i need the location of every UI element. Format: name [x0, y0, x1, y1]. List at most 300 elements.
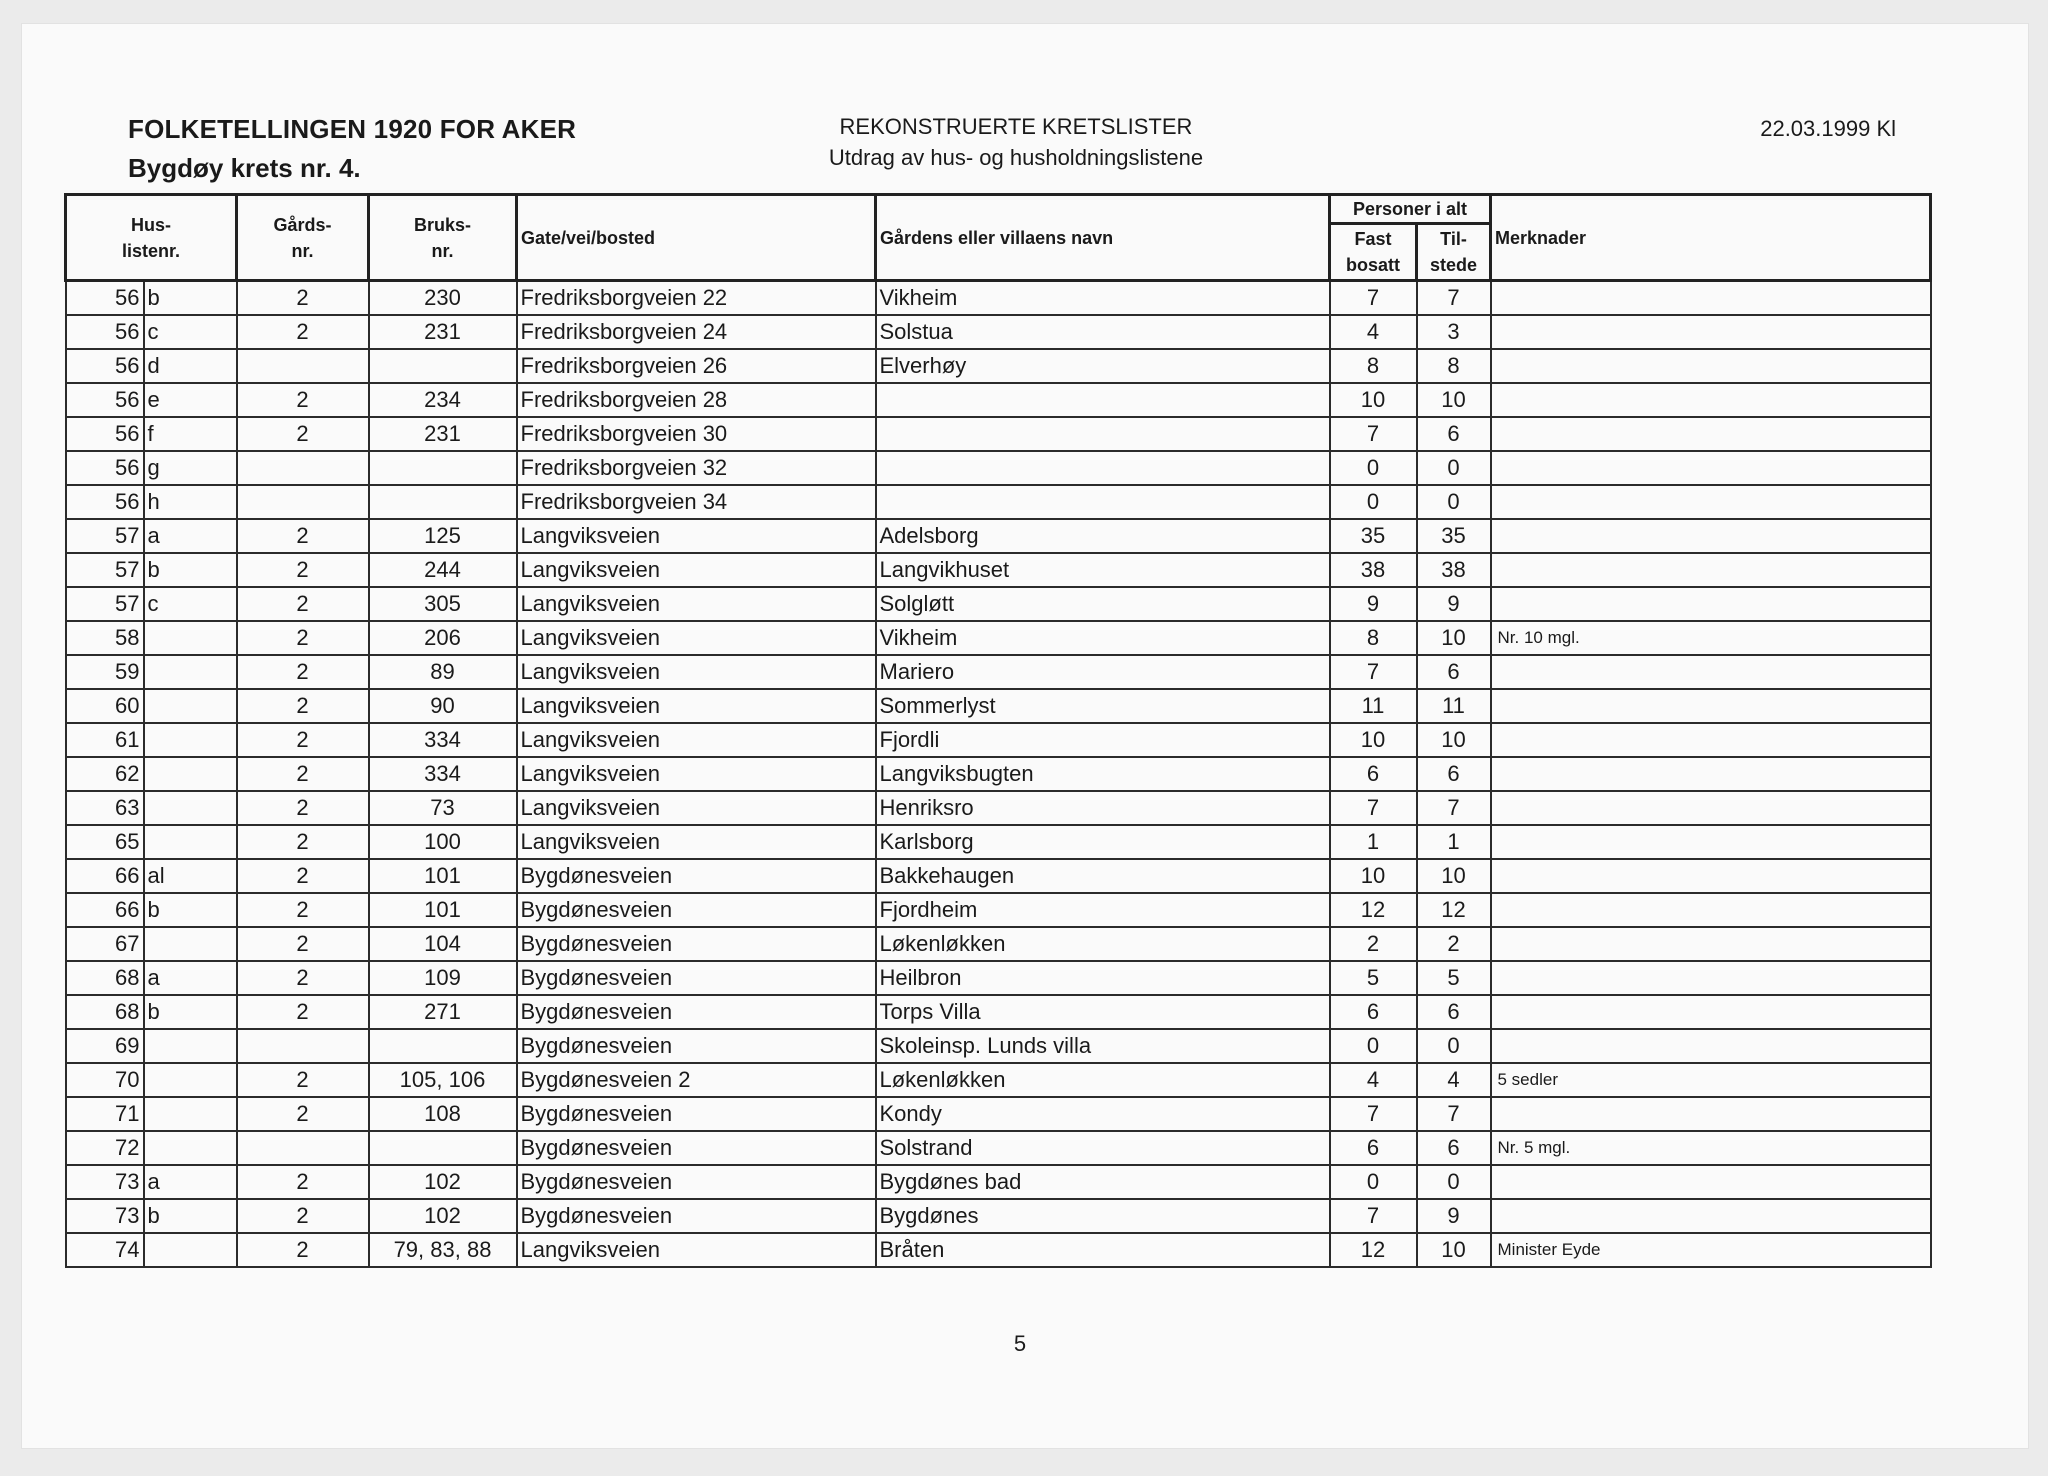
- cell-gards-nr: 2: [237, 1199, 369, 1233]
- cell-til-stede: 9: [1417, 1199, 1491, 1233]
- cell-hus-nr: 60: [66, 689, 144, 723]
- cell-hus-sub: a: [144, 519, 237, 553]
- cell-gards-nr: 2: [237, 689, 369, 723]
- cell-fast-bosatt: 35: [1330, 519, 1417, 553]
- cell-gate: Bygdønesveien: [517, 1097, 876, 1131]
- cell-hus-nr: 73: [66, 1165, 144, 1199]
- cell-hus-nr: 73: [66, 1199, 144, 1233]
- cell-hus-nr: 69: [66, 1029, 144, 1063]
- cell-navn: Fjordheim: [876, 893, 1330, 927]
- cell-gards-nr: 2: [237, 1165, 369, 1199]
- cell-hus-nr: 56: [66, 417, 144, 451]
- cell-fast-bosatt: 11: [1330, 689, 1417, 723]
- cell-navn: [876, 417, 1330, 451]
- cell-navn: Skoleinsp. Lunds villa: [876, 1029, 1330, 1063]
- table-row: [66, 281, 1931, 316]
- header-bruks-line1: Bruks-: [413, 214, 471, 235]
- cell-til-stede: 10: [1417, 383, 1491, 417]
- cell-merknader: [1491, 655, 1931, 689]
- cell-bruks-nr: 244: [369, 553, 517, 587]
- cell-til-stede: 38: [1417, 553, 1491, 587]
- cell-hus-sub: c: [144, 315, 237, 349]
- cell-navn: Langviksbugten: [876, 757, 1330, 791]
- cell-bruks-nr: 231: [369, 417, 517, 451]
- cell-merknader: [1491, 961, 1931, 995]
- cell-til-stede: 10: [1417, 859, 1491, 893]
- cell-gards-nr: 2: [237, 587, 369, 621]
- cell-hus-sub: [144, 1233, 237, 1267]
- cell-navn: Bakkehaugen: [876, 859, 1330, 893]
- cell-navn: Fjordli: [876, 723, 1330, 757]
- cell-gards-nr: 2: [237, 315, 369, 349]
- table-row: [66, 1233, 1931, 1267]
- cell-hus-sub: [144, 825, 237, 859]
- census-table: [64, 193, 1932, 1268]
- cell-til-stede: 7: [1417, 791, 1491, 825]
- cell-hus-nr: 56: [66, 281, 144, 316]
- cell-gards-nr: [237, 485, 369, 519]
- cell-gate: Bygdønesveien: [517, 1029, 876, 1063]
- subtitle-line-1: REKONSTRUERTE KRETSLISTER: [839, 114, 1193, 139]
- cell-hus-sub: b: [144, 553, 237, 587]
- cell-til-stede: 6: [1417, 995, 1491, 1029]
- cell-bruks-nr: 102: [369, 1165, 517, 1199]
- cell-merknader: [1491, 1165, 1931, 1199]
- cell-bruks-nr: 102: [369, 1199, 517, 1233]
- cell-til-stede: 6: [1417, 757, 1491, 791]
- cell-til-stede: 6: [1417, 1131, 1491, 1165]
- cell-gate: Fredriksborgveien 22: [517, 281, 876, 316]
- cell-til-stede: 9: [1417, 587, 1491, 621]
- cell-hus-nr: 56: [66, 349, 144, 383]
- cell-hus-sub: [144, 655, 237, 689]
- cell-hus-sub: al: [144, 859, 237, 893]
- table-row: [66, 1063, 1931, 1097]
- cell-merknader: [1491, 757, 1931, 791]
- cell-gards-nr: 2: [237, 723, 369, 757]
- cell-hus-nr: 57: [66, 519, 144, 553]
- cell-merknader: [1491, 995, 1931, 1029]
- cell-fast-bosatt: 0: [1330, 451, 1417, 485]
- cell-hus-nr: 56: [66, 315, 144, 349]
- cell-gate: Langviksveien: [517, 587, 876, 621]
- cell-navn: Solstua: [876, 315, 1330, 349]
- cell-hus-nr: 56: [66, 451, 144, 485]
- cell-gards-nr: [237, 349, 369, 383]
- cell-gards-nr: 2: [237, 791, 369, 825]
- cell-navn: Henriksro: [876, 791, 1330, 825]
- table-row: [66, 383, 1931, 417]
- table-row: [66, 825, 1931, 859]
- table-row: [66, 757, 1931, 791]
- cell-navn: Solstrand: [876, 1131, 1330, 1165]
- cell-fast-bosatt: 0: [1330, 485, 1417, 519]
- cell-gate: Fredriksborgveien 26: [517, 349, 876, 383]
- header-til-stede: [1417, 224, 1491, 281]
- cell-merknader: [1491, 383, 1931, 417]
- cell-til-stede: 7: [1417, 1097, 1491, 1131]
- cell-fast-bosatt: 8: [1330, 621, 1417, 655]
- cell-gate: Langviksveien: [517, 655, 876, 689]
- cell-gards-nr: 2: [237, 757, 369, 791]
- cell-fast-bosatt: 7: [1330, 417, 1417, 451]
- document-subtitle: [760, 114, 1272, 171]
- cell-hus-nr: 70: [66, 1063, 144, 1097]
- cell-hus-sub: b: [144, 1199, 237, 1233]
- cell-navn: Solgløtt: [876, 587, 1330, 621]
- cell-bruks-nr: 230: [369, 281, 517, 316]
- cell-gards-nr: 2: [237, 417, 369, 451]
- table-row: [66, 417, 1931, 451]
- cell-hus-nr: 56: [66, 383, 144, 417]
- table-row: [66, 621, 1931, 655]
- cell-gate: Langviksveien: [517, 1233, 876, 1267]
- cell-gate: Bygdønesveien: [517, 1165, 876, 1199]
- cell-merknader: Minister Eyde: [1491, 1233, 1931, 1267]
- cell-hus-nr: 74: [66, 1233, 144, 1267]
- table-row: [66, 723, 1931, 757]
- cell-gate: Fredriksborgveien 30: [517, 417, 876, 451]
- cell-til-stede: 0: [1417, 485, 1491, 519]
- cell-navn: Løkenløkken: [876, 927, 1330, 961]
- cell-gards-nr: 2: [237, 553, 369, 587]
- title-line-2: Bygdøy krets nr. 4.: [128, 153, 361, 183]
- table-row: [66, 1097, 1931, 1131]
- header-bruks-line2: nr.: [431, 240, 454, 261]
- cell-bruks-nr: 79, 83, 88: [369, 1233, 517, 1267]
- header-navn: Gårdens eller villaens navn: [876, 195, 1330, 281]
- cell-fast-bosatt: 4: [1330, 315, 1417, 349]
- cell-gate: Bygdønesveien: [517, 1199, 876, 1233]
- cell-hus-nr: 65: [66, 825, 144, 859]
- cell-fast-bosatt: 5: [1330, 961, 1417, 995]
- cell-fast-bosatt: 6: [1330, 1131, 1417, 1165]
- cell-til-stede: 0: [1417, 1029, 1491, 1063]
- cell-navn: Vikheim: [876, 281, 1330, 316]
- title-line-1: FOLKETELLINGEN 1920 FOR AKER: [128, 114, 577, 144]
- cell-hus-sub: [144, 757, 237, 791]
- subtitle-line-2: Utdrag av hus- og husholdningslistene: [828, 145, 1204, 170]
- cell-fast-bosatt: 10: [1330, 383, 1417, 417]
- cell-merknader: [1491, 893, 1931, 927]
- cell-hus-nr: 62: [66, 757, 144, 791]
- cell-hus-sub: a: [144, 1165, 237, 1199]
- cell-bruks-nr: 206: [369, 621, 517, 655]
- cell-fast-bosatt: 12: [1330, 893, 1417, 927]
- cell-bruks-nr: [369, 485, 517, 519]
- cell-merknader: [1491, 1199, 1931, 1233]
- cell-bruks-nr: 125: [369, 519, 517, 553]
- cell-fast-bosatt: 7: [1330, 655, 1417, 689]
- header-personer: Personer i alt: [1330, 195, 1491, 224]
- cell-fast-bosatt: 9: [1330, 587, 1417, 621]
- cell-til-stede: 8: [1417, 349, 1491, 383]
- cell-hus-sub: [144, 689, 237, 723]
- cell-gards-nr: 2: [237, 893, 369, 927]
- cell-navn: Kondy: [876, 1097, 1330, 1131]
- cell-navn: Sommerlyst: [876, 689, 1330, 723]
- cell-hus-sub: g: [144, 451, 237, 485]
- cell-hus-sub: [144, 1063, 237, 1097]
- cell-fast-bosatt: 6: [1330, 757, 1417, 791]
- cell-bruks-nr: 108: [369, 1097, 517, 1131]
- cell-hus-sub: b: [144, 281, 237, 316]
- cell-navn: Torps Villa: [876, 995, 1330, 1029]
- cell-fast-bosatt: 2: [1330, 927, 1417, 961]
- cell-gate: Bygdønesveien 2: [517, 1063, 876, 1097]
- cell-bruks-nr: 305: [369, 587, 517, 621]
- cell-navn: [876, 383, 1330, 417]
- cell-gards-nr: 2: [237, 825, 369, 859]
- table-row: [66, 587, 1931, 621]
- cell-gate: Langviksveien: [517, 519, 876, 553]
- cell-gards-nr: 2: [237, 995, 369, 1029]
- cell-merknader: [1491, 281, 1931, 316]
- cell-gate: Bygdønesveien: [517, 927, 876, 961]
- header-fast-line2: bosatt: [1346, 255, 1400, 275]
- cell-hus-nr: 58: [66, 621, 144, 655]
- cell-hus-sub: [144, 927, 237, 961]
- table-body: [66, 281, 1931, 1268]
- table-row: [66, 1029, 1931, 1063]
- cell-gards-nr: 2: [237, 961, 369, 995]
- cell-navn: Løkenløkken: [876, 1063, 1330, 1097]
- cell-navn: [876, 451, 1330, 485]
- cell-bruks-nr: [369, 349, 517, 383]
- cell-til-stede: 7: [1417, 281, 1491, 316]
- cell-navn: Karlsborg: [876, 825, 1330, 859]
- table-row: [66, 519, 1931, 553]
- cell-gards-nr: [237, 451, 369, 485]
- cell-til-stede: 10: [1417, 1233, 1491, 1267]
- cell-fast-bosatt: 7: [1330, 1097, 1417, 1131]
- table-row: [66, 1131, 1931, 1165]
- date-initials: 22.03.1999 Kl: [1760, 116, 1896, 141]
- cell-til-stede: 5: [1417, 961, 1491, 995]
- cell-til-stede: 4: [1417, 1063, 1491, 1097]
- cell-til-stede: 12: [1417, 893, 1491, 927]
- table-row: [66, 485, 1931, 519]
- cell-til-stede: 11: [1417, 689, 1491, 723]
- cell-merknader: 5 sedler: [1491, 1063, 1931, 1097]
- cell-gate: Langviksveien: [517, 757, 876, 791]
- cell-navn: Adelsborg: [876, 519, 1330, 553]
- cell-fast-bosatt: 0: [1330, 1029, 1417, 1063]
- cell-hus-sub: f: [144, 417, 237, 451]
- cell-til-stede: 1: [1417, 825, 1491, 859]
- cell-bruks-nr: [369, 1029, 517, 1063]
- cell-til-stede: 6: [1417, 417, 1491, 451]
- cell-hus-nr: 72: [66, 1131, 144, 1165]
- cell-gate: Fredriksborgveien 32: [517, 451, 876, 485]
- cell-fast-bosatt: 38: [1330, 553, 1417, 587]
- cell-bruks-nr: 89: [369, 655, 517, 689]
- cell-bruks-nr: 109: [369, 961, 517, 995]
- table-row: [66, 315, 1931, 349]
- cell-gards-nr: 2: [237, 655, 369, 689]
- cell-hus-nr: 66: [66, 859, 144, 893]
- cell-bruks-nr: 90: [369, 689, 517, 723]
- cell-fast-bosatt: 7: [1330, 791, 1417, 825]
- cell-bruks-nr: [369, 1131, 517, 1165]
- cell-fast-bosatt: 1: [1330, 825, 1417, 859]
- cell-til-stede: 10: [1417, 723, 1491, 757]
- table-row: [66, 553, 1931, 587]
- table-row: [66, 1165, 1931, 1199]
- table-row: [66, 893, 1931, 927]
- header-hus-listenr: [66, 195, 237, 281]
- cell-gate: Bygdønesveien: [517, 1131, 876, 1165]
- cell-hus-nr: 68: [66, 995, 144, 1029]
- header-gate: Gate/vei/bosted: [517, 195, 876, 281]
- cell-hus-sub: [144, 1131, 237, 1165]
- cell-navn: Bygdønes: [876, 1199, 1330, 1233]
- cell-fast-bosatt: 12: [1330, 1233, 1417, 1267]
- cell-gate: Langviksveien: [517, 689, 876, 723]
- cell-gate: Fredriksborgveien 34: [517, 485, 876, 519]
- cell-gate: Bygdønesveien: [517, 893, 876, 927]
- cell-gate: Bygdønesveien: [517, 961, 876, 995]
- document-title: [128, 114, 576, 184]
- cell-hus-sub: d: [144, 349, 237, 383]
- cell-gate: Langviksveien: [517, 553, 876, 587]
- cell-hus-sub: [144, 1097, 237, 1131]
- header-hus-line2: listenr.: [121, 240, 181, 261]
- header-fast-bosatt: [1330, 224, 1417, 281]
- page-number: 5: [1013, 1331, 1027, 1356]
- cell-gards-nr: 2: [237, 927, 369, 961]
- cell-gards-nr: 2: [237, 621, 369, 655]
- header-til-line1: Til-: [1440, 229, 1467, 249]
- cell-bruks-nr: 231: [369, 315, 517, 349]
- cell-gards-nr: [237, 1029, 369, 1063]
- cell-bruks-nr: 271: [369, 995, 517, 1029]
- cell-bruks-nr: [369, 451, 517, 485]
- cell-merknader: [1491, 315, 1931, 349]
- cell-til-stede: 0: [1417, 451, 1491, 485]
- cell-gate: Fredriksborgveien 24: [517, 315, 876, 349]
- cell-gate: Langviksveien: [517, 791, 876, 825]
- cell-gate: Langviksveien: [517, 825, 876, 859]
- cell-merknader: [1491, 587, 1931, 621]
- header-hus-line1: Hus-: [131, 214, 171, 235]
- cell-merknader: Nr. 5 mgl.: [1491, 1131, 1931, 1165]
- cell-hus-nr: 63: [66, 791, 144, 825]
- cell-gards-nr: [237, 1131, 369, 1165]
- table-row: [66, 689, 1931, 723]
- cell-bruks-nr: 104: [369, 927, 517, 961]
- cell-navn: Heilbron: [876, 961, 1330, 995]
- cell-merknader: [1491, 1097, 1931, 1131]
- cell-merknader: [1491, 485, 1931, 519]
- cell-hus-sub: a: [144, 961, 237, 995]
- cell-bruks-nr: 334: [369, 723, 517, 757]
- cell-merknader: [1491, 791, 1931, 825]
- table-row: [66, 859, 1931, 893]
- header-gards-nr: [237, 195, 369, 281]
- cell-gate: Bygdønesveien: [517, 859, 876, 893]
- cell-hus-sub: [144, 791, 237, 825]
- table-row: [66, 349, 1931, 383]
- cell-fast-bosatt: 10: [1330, 859, 1417, 893]
- cell-gards-nr: 2: [237, 1233, 369, 1267]
- cell-hus-nr: 59: [66, 655, 144, 689]
- table-row: [66, 791, 1931, 825]
- cell-til-stede: 35: [1417, 519, 1491, 553]
- cell-navn: Bråten: [876, 1233, 1330, 1267]
- cell-hus-sub: c: [144, 587, 237, 621]
- cell-til-stede: 0: [1417, 1165, 1491, 1199]
- cell-merknader: [1491, 723, 1931, 757]
- cell-hus-sub: [144, 1029, 237, 1063]
- cell-gate: Langviksveien: [517, 723, 876, 757]
- header-fast-line1: Fast: [1354, 229, 1392, 249]
- cell-hus-nr: 57: [66, 587, 144, 621]
- cell-til-stede: 3: [1417, 315, 1491, 349]
- table-row: [66, 451, 1931, 485]
- cell-gate: Bygdønesveien: [517, 995, 876, 1029]
- cell-merknader: [1491, 689, 1931, 723]
- cell-merknader: [1491, 553, 1931, 587]
- header-gards-line1: Gårds-: [273, 214, 332, 235]
- cell-fast-bosatt: 7: [1330, 1199, 1417, 1233]
- cell-bruks-nr: 334: [369, 757, 517, 791]
- cell-fast-bosatt: 7: [1330, 281, 1417, 316]
- table-row: [66, 655, 1931, 689]
- cell-gards-nr: 2: [237, 519, 369, 553]
- cell-gards-nr: 2: [237, 859, 369, 893]
- cell-hus-nr: 67: [66, 927, 144, 961]
- cell-gards-nr: 2: [237, 1063, 369, 1097]
- cell-fast-bosatt: 8: [1330, 349, 1417, 383]
- cell-hus-nr: 57: [66, 553, 144, 587]
- cell-hus-nr: 61: [66, 723, 144, 757]
- cell-hus-nr: 56: [66, 485, 144, 519]
- table-row: [66, 995, 1931, 1029]
- cell-merknader: [1491, 859, 1931, 893]
- cell-bruks-nr: 100: [369, 825, 517, 859]
- cell-navn: Bygdønes bad: [876, 1165, 1330, 1199]
- cell-merknader: [1491, 1029, 1931, 1063]
- cell-gards-nr: 2: [237, 1097, 369, 1131]
- cell-navn: Langvikhuset: [876, 553, 1330, 587]
- cell-navn: [876, 485, 1330, 519]
- cell-fast-bosatt: 6: [1330, 995, 1417, 1029]
- cell-hus-sub: b: [144, 893, 237, 927]
- cell-bruks-nr: 105, 106: [369, 1063, 517, 1097]
- cell-merknader: Nr. 10 mgl.: [1491, 621, 1931, 655]
- table-row: [66, 927, 1931, 961]
- table-row: [66, 1199, 1931, 1233]
- cell-bruks-nr: 101: [369, 859, 517, 893]
- header-til-line2: stede: [1429, 255, 1478, 275]
- cell-navn: Mariero: [876, 655, 1330, 689]
- cell-navn: Vikheim: [876, 621, 1330, 655]
- cell-gate: Langviksveien: [517, 621, 876, 655]
- table-row: [66, 961, 1931, 995]
- cell-hus-nr: 66: [66, 893, 144, 927]
- cell-hus-sub: [144, 621, 237, 655]
- cell-fast-bosatt: 4: [1330, 1063, 1417, 1097]
- cell-navn: Elverhøy: [876, 349, 1330, 383]
- cell-bruks-nr: 101: [369, 893, 517, 927]
- cell-hus-sub: h: [144, 485, 237, 519]
- cell-merknader: [1491, 825, 1931, 859]
- cell-hus-sub: b: [144, 995, 237, 1029]
- cell-fast-bosatt: 0: [1330, 1165, 1417, 1199]
- cell-hus-nr: 68: [66, 961, 144, 995]
- cell-bruks-nr: 234: [369, 383, 517, 417]
